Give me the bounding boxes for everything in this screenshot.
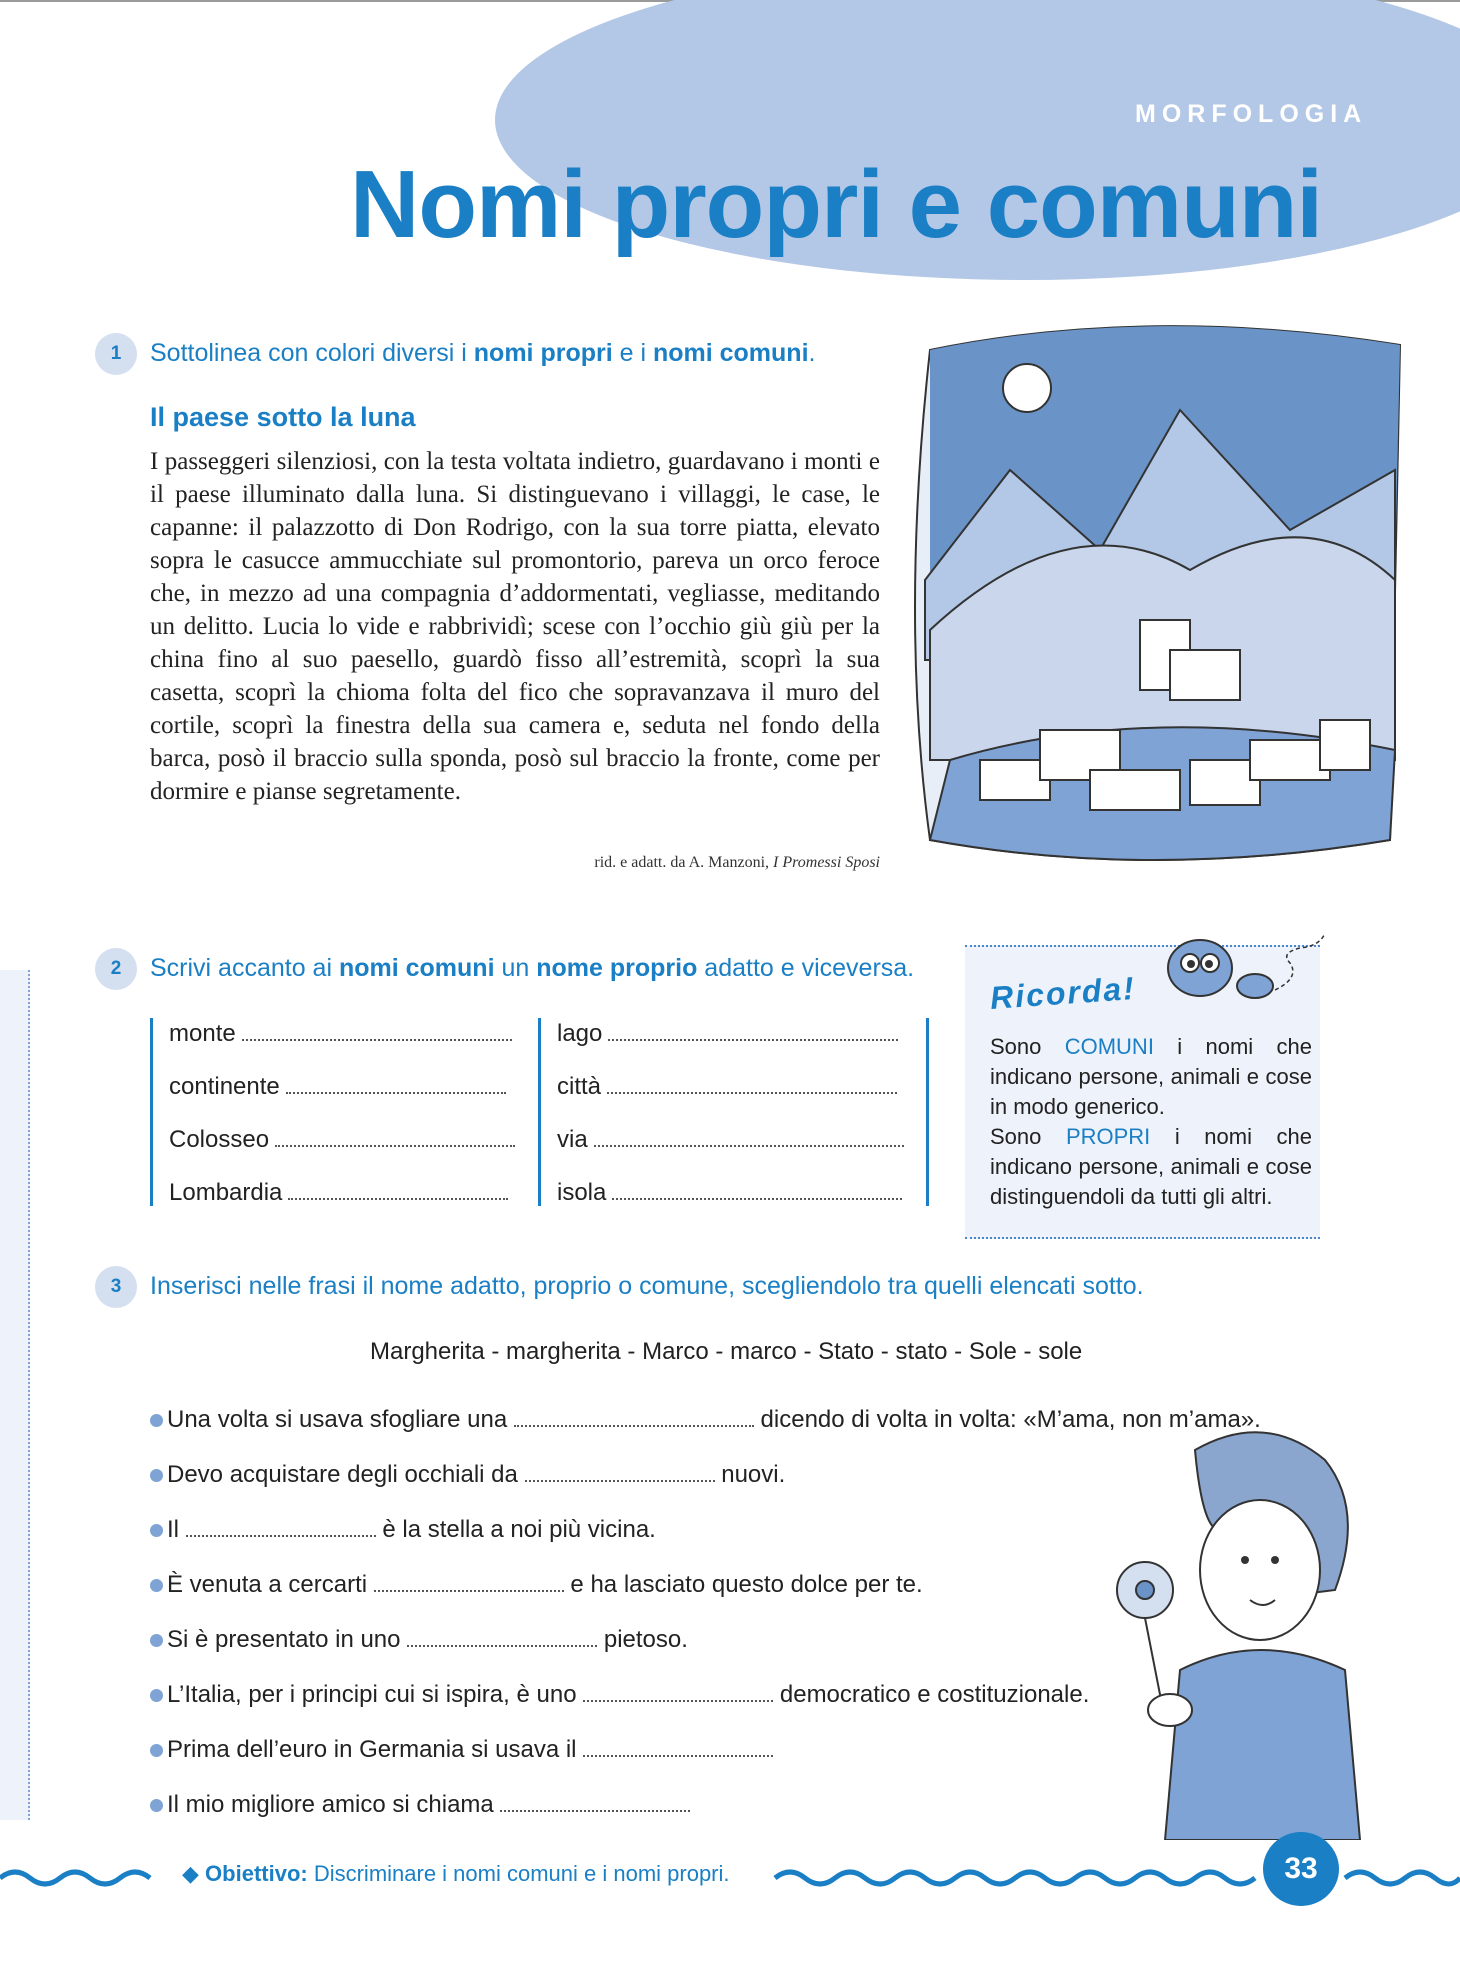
bullet-icon: [150, 1414, 163, 1427]
answer-blank[interactable]: [407, 1627, 597, 1647]
answer-blank[interactable]: [583, 1737, 773, 1757]
answer-blank[interactable]: [514, 1407, 754, 1427]
answer-blank[interactable]: [275, 1145, 515, 1147]
word-list: Margherita - margherita - Marco - marco - Stato - stato - Sole - sole: [370, 1338, 1083, 1365]
bullet-icon: [150, 1469, 163, 1482]
answer-blank[interactable]: [594, 1145, 904, 1147]
sentence-6: L’Italia, per i principi cui si ispira, è uno democratico e costituzionale.: [150, 1681, 1089, 1709]
answer-blank[interactable]: [608, 1039, 898, 1041]
exercise-3-number: 3: [95, 1266, 137, 1308]
bullet-icon: [150, 1524, 163, 1537]
girl-with-flower-illustration: [1085, 1420, 1385, 1840]
word-row: isola: [557, 1179, 917, 1209]
word-row: continente: [169, 1073, 519, 1103]
section-label: MORFOLOGIA: [1135, 100, 1368, 128]
answer-blank[interactable]: [242, 1039, 512, 1041]
ricorda-text: Sono COMUNI i nomi che indicano persone, animali e cose in modo generico. Sono PROPRI i nomi che indicano persone, animali e cose distinguendoli da tutti gli altri.: [990, 1034, 1312, 1209]
sentence-3: Il è la stella a noi più vicina.: [150, 1516, 656, 1544]
word-column-2: [538, 1018, 929, 1206]
answer-blank[interactable]: [374, 1572, 564, 1592]
left-edge-illustration: [0, 130, 12, 630]
answer-blank[interactable]: [525, 1462, 715, 1482]
sentence-7: Prima dell’euro in Germania si usava il: [150, 1736, 773, 1764]
bullet-icon: [150, 1689, 163, 1702]
sentence-2: Devo acquistare degli occhiali da nuovi.: [150, 1461, 785, 1489]
answer-blank[interactable]: [500, 1792, 690, 1812]
answer-blank[interactable]: [583, 1682, 773, 1702]
answer-blank[interactable]: [612, 1198, 902, 1200]
answer-blank[interactable]: [186, 1517, 376, 1537]
exercise-3-instruction: Inserisci nelle frasi il nome adatto, proprio o comune, scegliendolo tra quelli elencati sotto.: [150, 1272, 1144, 1300]
answer-blank[interactable]: [286, 1092, 506, 1094]
left-dotted-strip: [0, 970, 30, 1820]
exercise-2-instruction: Scrivi accanto ai nomi comuni un nome proprio adatto e viceversa.: [150, 954, 915, 982]
bullet-icon: [150, 1579, 163, 1592]
bullet-icon: [150, 1744, 163, 1757]
word-row: monte: [169, 1020, 519, 1050]
diamond-icon: ◆: [182, 1861, 199, 1886]
story-text: I passeggeri silenziosi, con la testa voltata indietro, guardavano i monti e il paese illuminato dalla luna. Si distinguevano i villaggi, le case, le capanne: il palazzotto di Don Rodrigo, con la sua torre piatta, elevato sopra le casucce ammucchiate sul promontorio, pareva un orco feroce che, in mezzo ad una compagnia d’addormentati, vegliasse, meditando un delitto. Lucia lo vide e rabbrividì; scese con l’occhio giù giù per la china fino al suo paesello, guardò fisso all’estremità, scoprì la sua casetta, scoprì la chioma folta del fico che sopravanzava il muro del cortile, scoprì la finestra della sua camera e, seduta nel fondo della barca, posò il braccio sulla sponda, posò sul braccio la fronte, come per dormire e pianse segretamente.: [150, 448, 880, 805]
story-title: Il paese sotto la luna: [150, 402, 416, 432]
word-row: via: [557, 1126, 917, 1156]
footer-objective: ◆ Obiettivo: Discriminare i nomi comuni e i nomi propri.: [182, 1861, 730, 1886]
word-row: Colosseo: [169, 1126, 519, 1156]
word-row: Lombardia: [169, 1179, 519, 1209]
page-number: 33: [1263, 1832, 1339, 1906]
bullet-icon: [150, 1634, 163, 1647]
sentence-1: Una volta si usava sfogliare una dicendo di volta in volta: «M’ama, non m’ama».: [150, 1406, 1261, 1434]
answer-blank[interactable]: [288, 1198, 508, 1200]
word-column-1: [150, 1018, 521, 1206]
sentence-5: Si è presentato in uno pietoso.: [150, 1626, 688, 1654]
sentence-8: Il mio migliore amico si chiama: [150, 1791, 690, 1819]
story-source: rid. e adatt. da A. Manzoni, I Promessi Sposi: [594, 854, 880, 871]
ladybug-mascot-icon: [1150, 918, 1350, 1018]
exercise-1-number: 1: [95, 333, 137, 375]
word-row: lago: [557, 1020, 917, 1050]
answer-blank[interactable]: [607, 1092, 897, 1094]
sentence-4: È venuta a cercarti e ha lasciato questo dolce per te.: [150, 1571, 923, 1599]
bullet-icon: [150, 1799, 163, 1812]
exercise-1-instruction: Sottolinea con colori diversi i nomi propri e i nomi comuni.: [150, 339, 816, 367]
exercise-2-number: 2: [95, 948, 137, 990]
village-moon-illustration: [890, 320, 1410, 875]
word-row: città: [557, 1073, 917, 1103]
ricorda-title: Ricorda!: [988, 969, 1137, 1017]
page-title: Nomi propri e comuni: [350, 151, 1323, 258]
